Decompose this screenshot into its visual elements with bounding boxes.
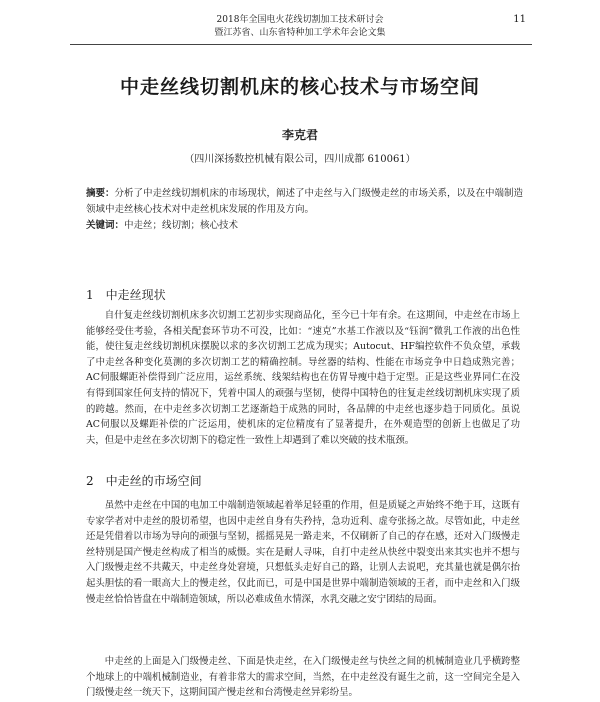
page-number: 11 [513, 14, 526, 25]
author-affiliation: （四川深扬数控机械有限公司，四川成都 610061） [184, 154, 416, 165]
abstract-label: 摘要： [86, 188, 115, 199]
header-line-1: 2018年全国电火花线切割加工技术研讨会 [216, 15, 384, 25]
section-heading-1: 1 中走丝现状 [86, 288, 166, 302]
keywords-line [86, 218, 526, 234]
header-line-2: 暨江苏省、山东省特种加工学术年会论文集 [214, 28, 386, 38]
abstract-text: 分析了中走丝线切割机床的市场现状，阐述了中走丝与入门级慢走丝的市场关系，以及在中端制造领域中走丝核心技术对中走丝机床发展的作用及方向。 [86, 188, 524, 215]
author-name: 李克君 [281, 128, 318, 142]
running-header [0, 14, 600, 40]
body-paragraph-1: 自什复走丝线切割机床多次切割工艺初步实现商品化，至今已十年有余。在这期间，中走丝在市场上能够经受住考验，各相关配套环节功不可没，比如：“速克”水基工作液以及“钰润”微乳工作液的出色性能，使往复走丝线切割机床摆脱以求的多次切割工艺成为现实；Autocut、HF编控软件不负众望，承载了中走丝各种变化莫测的多次切割工艺的精确控制。导丝器的结构、性能在市场竞争中日趋成熟完善；AC伺服螺距补偿得到广泛应用，运丝系统、线架结构也在仿胃导瘦中趋于定型。正是这些业界同仁在没有得到国家任何支持的情况下，凭着中国人的顽强与坚韧，使得中国特色的往复走丝线切割机床实现了质的跨越。然而，在中走丝多次切割工艺逐渐趋于成熟的同时，各品牌的中走丝也逐步趋于同质化。虽说AC伺服以及螺距补偿的广泛运用，使机床的定位精度有了显著提升，在外观造型的创新上也做足了功夫，但是中走丝在多次切割下的稳定性一致性上却遇到了难以突破的技术瓶颈。 [86, 310, 520, 446]
abstract-block [86, 186, 526, 234]
paper-title: 中走丝线切割机床的核心技术与市场空间 [119, 76, 480, 98]
body-paragraph-3: 中走丝的上面是入门级慢走丝、下面是快走丝，在入门级慢走丝与快丝之间的机械制造业几乎横跨整个地球上的中端机械制造业，有着非常大的需求空间，当然，在中走丝没有诞生之前，这一空间完全是入门级慢走丝一统天下，这期间国产慢走丝和台湾慢走丝异彩纷呈。 [86, 656, 520, 699]
keywords-text: 中走丝；线切割；核心技术 [124, 220, 239, 231]
header-divider [70, 44, 532, 45]
abstract-paragraph [86, 186, 526, 218]
keywords-label: 关键词： [86, 220, 125, 231]
section-heading-2: 2 中走丝的市场空间 [86, 474, 202, 488]
body-paragraph-2: 虽然中走丝在中国的电加工中端制造领域起着举足轻重的作用，但是质疑之声始终不绝于耳，这既有专家学者对中走丝的殷切希望，也因中走丝自身有失矜持，急功近利、虚夸张扬之故。尽管如此，中走丝还是凭借着以市场为导向的顽强与坚韧，摇摇晃晃一路走来，不仅刷新了自己的存在感，还对入门级慢走丝特别是国产慢走丝构成了相当的威慑。实在是耐人寻味，自打中走丝从快丝中裂变出来其实也并不想与入门级慢走丝不共戴天，中走丝身处窘境，只想低头走好自己的路，让别人去说吧，充其量也就是偶尔抬起头胆怯的看一眼高大上的慢走丝，仅此而已，可是中国是世界中端制造领域的王者，而中走丝和入门级慢走丝恰恰皆盘在中端制造领域，所以必难成鱼水情深，水乳交融之安宁团结的局面。 [86, 500, 520, 605]
